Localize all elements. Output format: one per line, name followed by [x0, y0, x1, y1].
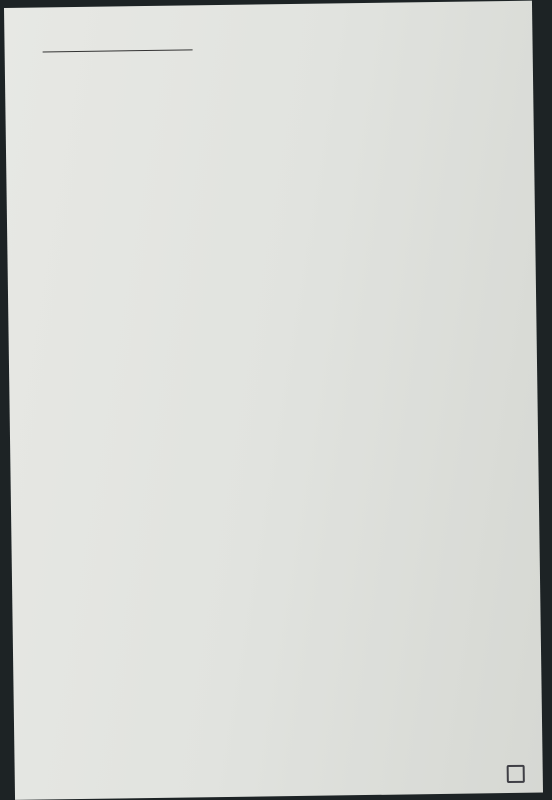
- table-of-contents: [63, 53, 498, 87]
- labirint-logo-icon: [507, 765, 525, 783]
- toc-sections: [63, 81, 498, 87]
- book-page: [4, 1, 543, 800]
- watermark: [507, 765, 529, 785]
- header-rule: [43, 49, 193, 52]
